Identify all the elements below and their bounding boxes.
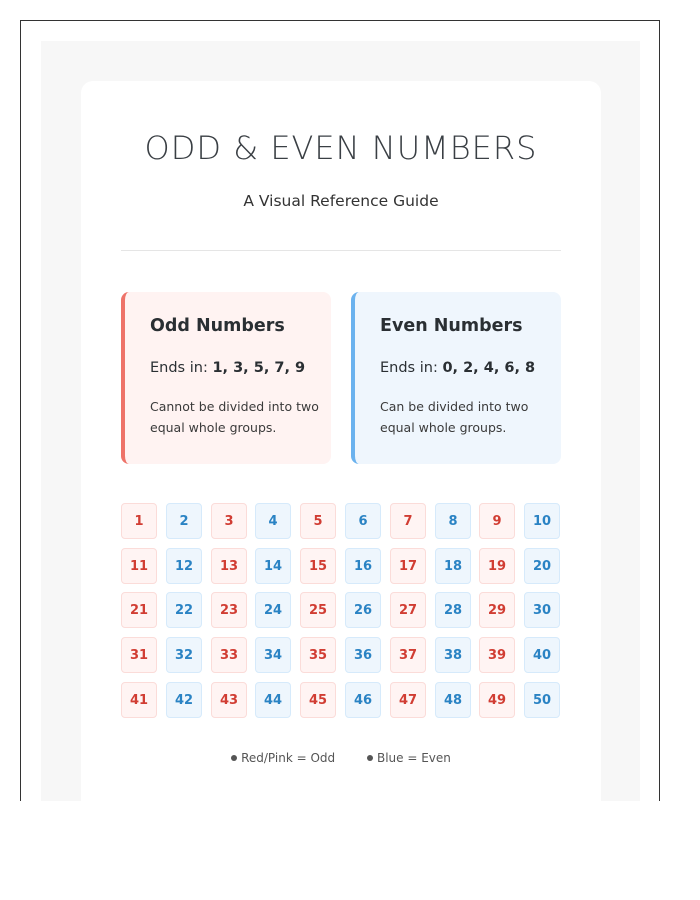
number-cell-31: 31 xyxy=(121,637,157,673)
reference-card xyxy=(81,81,601,801)
number-cell-32: 32 xyxy=(166,637,202,673)
number-cell-48: 48 xyxy=(435,682,471,718)
page-title: ODD & EVEN NUMBERS xyxy=(144,129,538,167)
number-cell-13: 13 xyxy=(211,548,247,584)
number-cell-47: 47 xyxy=(390,682,426,718)
legend xyxy=(81,751,601,765)
legend-even xyxy=(367,751,451,765)
number-cell-34: 34 xyxy=(255,637,291,673)
number-cell-46: 46 xyxy=(345,682,381,718)
even-ends-prefix: Ends in: xyxy=(380,360,438,376)
number-cell-49: 49 xyxy=(479,682,515,718)
even-ends-digits: 0, 2, 4, 6, 8 xyxy=(442,360,536,376)
odd-numbers-box xyxy=(121,292,331,464)
number-cell-10: 10 xyxy=(524,503,560,539)
number-cell-21: 21 xyxy=(121,592,157,628)
number-cell-8: 8 xyxy=(435,503,471,539)
number-cell-6: 6 xyxy=(345,503,381,539)
number-cell-22: 22 xyxy=(166,592,202,628)
odd-box-description: Cannot be divided into two equal whole groups. xyxy=(150,399,319,435)
number-cell-39: 39 xyxy=(479,637,515,673)
odd-box-title: Odd Numbers xyxy=(150,316,285,336)
number-cell-12: 12 xyxy=(166,548,202,584)
number-cell-5: 5 xyxy=(300,503,336,539)
number-cell-36: 36 xyxy=(345,637,381,673)
number-cell-9: 9 xyxy=(479,503,515,539)
legend-even-label: Blue = Even xyxy=(376,751,451,765)
number-cell-41: 41 xyxy=(121,682,157,718)
number-cell-30: 30 xyxy=(524,592,560,628)
number-cell-44: 44 xyxy=(255,682,291,718)
odd-ends-digits: 1, 3, 5, 7, 9 xyxy=(212,360,306,376)
number-cell-15: 15 xyxy=(300,548,336,584)
legend-odd-label: Red/Pink = Odd xyxy=(241,751,336,765)
number-cell-27: 27 xyxy=(390,592,426,628)
number-cell-35: 35 xyxy=(300,637,336,673)
bullet-icon xyxy=(231,755,237,761)
number-cell-14: 14 xyxy=(255,548,291,584)
number-cell-3: 3 xyxy=(211,503,247,539)
number-cell-45: 45 xyxy=(300,682,336,718)
number-cell-50: 50 xyxy=(524,682,560,718)
even-numbers-box xyxy=(351,292,561,464)
number-cell-33: 33 xyxy=(211,637,247,673)
number-cell-2: 2 xyxy=(166,503,202,539)
number-cell-4: 4 xyxy=(255,503,291,539)
header-divider xyxy=(121,250,561,251)
number-cell-16: 16 xyxy=(345,548,381,584)
odd-box-ends xyxy=(150,360,319,376)
number-cell-20: 20 xyxy=(524,548,560,584)
number-cell-37: 37 xyxy=(390,637,426,673)
number-cell-29: 29 xyxy=(479,592,515,628)
number-cell-28: 28 xyxy=(435,592,471,628)
even-box-ends xyxy=(380,360,549,376)
number-cell-11: 11 xyxy=(121,548,157,584)
number-cell-42: 42 xyxy=(166,682,202,718)
number-cell-26: 26 xyxy=(345,592,381,628)
bullet-icon xyxy=(367,755,373,761)
odd-ends-prefix: Ends in: xyxy=(150,360,208,376)
number-cell-43: 43 xyxy=(211,682,247,718)
even-box-description: Can be divided into two equal whole groups. xyxy=(380,399,529,435)
number-cell-18: 18 xyxy=(435,548,471,584)
number-cell-38: 38 xyxy=(435,637,471,673)
number-cell-1: 1 xyxy=(121,503,157,539)
legend-odd xyxy=(231,751,335,765)
number-cell-23: 23 xyxy=(211,592,247,628)
number-grid xyxy=(121,503,563,719)
page-subtitle: A Visual Reference Guide xyxy=(243,192,439,210)
number-cell-25: 25 xyxy=(300,592,336,628)
number-cell-17: 17 xyxy=(390,548,426,584)
number-cell-7: 7 xyxy=(390,503,426,539)
number-cell-19: 19 xyxy=(479,548,515,584)
number-cell-40: 40 xyxy=(524,637,560,673)
even-box-title: Even Numbers xyxy=(380,316,523,336)
number-cell-24: 24 xyxy=(255,592,291,628)
